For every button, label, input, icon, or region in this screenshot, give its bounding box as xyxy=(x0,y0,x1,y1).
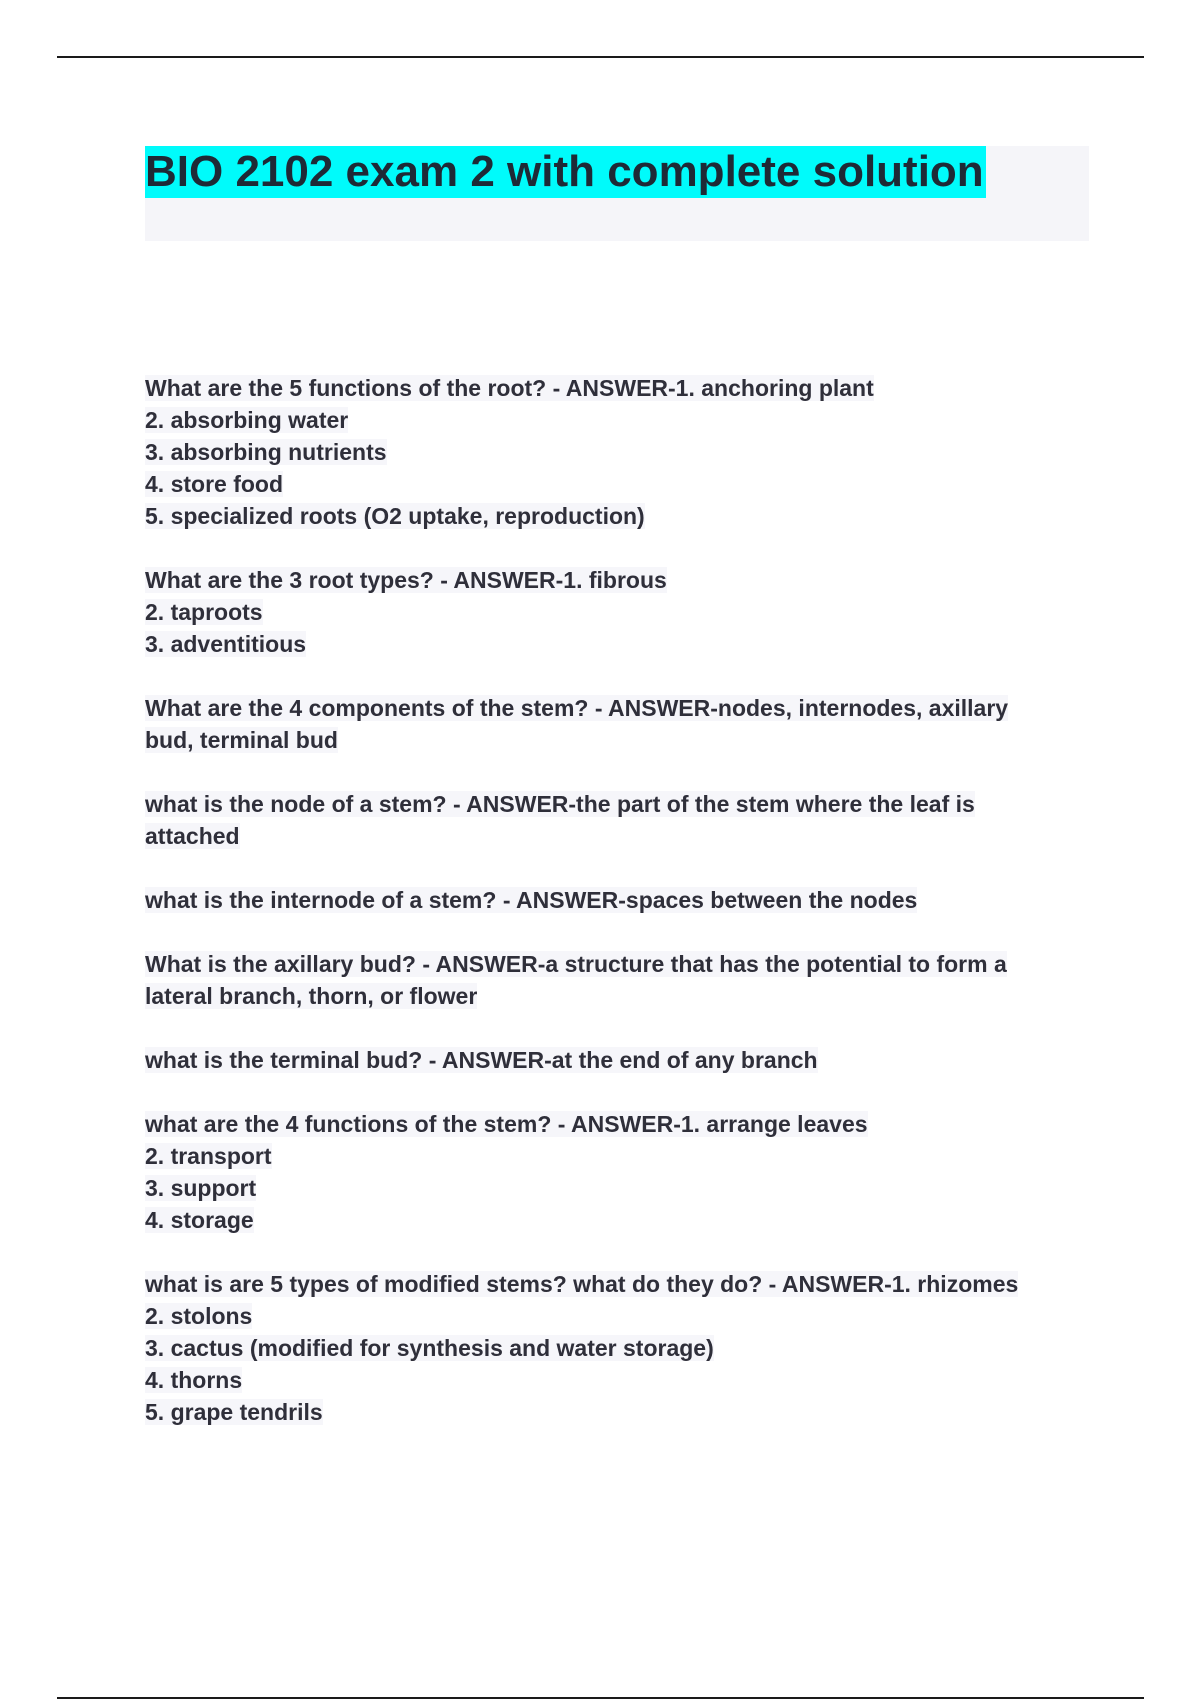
qa-item xyxy=(145,1108,1080,1236)
qa-item xyxy=(145,564,1080,660)
answer-line: 4. thorns xyxy=(145,1367,243,1393)
answer-line: 4. storage xyxy=(145,1207,254,1233)
answer-line: 2. transport xyxy=(145,1143,272,1169)
question-line: what is the terminal bud? - ANSWER-at the end of any branch xyxy=(145,1047,818,1073)
answer-line: 4. store food xyxy=(145,471,284,497)
answer-line: bud, terminal bud xyxy=(145,727,338,753)
qa-item xyxy=(145,372,1080,532)
answer-line: 5. grape tendrils xyxy=(145,1399,323,1425)
qa-item xyxy=(145,1044,1080,1076)
qa-item xyxy=(145,788,1080,852)
answer-line: 3. support xyxy=(145,1175,257,1201)
answer-line: 3. cactus (modified for synthesis and water storage) xyxy=(145,1335,714,1361)
qa-item xyxy=(145,884,1080,916)
qa-item xyxy=(145,1268,1080,1428)
question-line: what is are 5 types of modified stems? what do they do? - ANSWER-1. rhizomes xyxy=(145,1271,1019,1297)
answer-line: 2. stolons xyxy=(145,1303,253,1329)
qa-list xyxy=(145,372,1080,1460)
answer-line: attached xyxy=(145,823,240,849)
answer-line: 3. absorbing nutrients xyxy=(145,439,387,465)
answer-line: 3. adventitious xyxy=(145,631,307,657)
question-line: What are the 5 functions of the root? - ANSWER-1. anchoring plant xyxy=(145,375,874,401)
header-rule xyxy=(57,56,1144,58)
answer-line: 2. absorbing water xyxy=(145,407,349,433)
question-line: What is the axillary bud? - ANSWER-a structure that has the potential to form a xyxy=(145,951,1007,977)
answer-line: lateral branch, thorn, or flower xyxy=(145,983,478,1009)
document-title: BIO 2102 exam 2 with complete solution xyxy=(145,147,984,196)
footer-rule xyxy=(57,1697,1144,1699)
qa-item xyxy=(145,948,1080,1012)
question-line: what is the node of a stem? - ANSWER-the part of the stem where the leaf is xyxy=(145,791,975,817)
answer-line: 2. taproots xyxy=(145,599,263,625)
question-line: What are the 3 root types? - ANSWER-1. fibrous xyxy=(145,567,667,593)
qa-item xyxy=(145,692,1080,756)
answer-line: 5. specialized roots (O2 uptake, reproduction) xyxy=(145,503,645,529)
question-line: what are the 4 functions of the stem? - ANSWER-1. arrange leaves xyxy=(145,1111,868,1137)
question-line: what is the internode of a stem? - ANSWER-spaces between the nodes xyxy=(145,887,918,913)
question-line: What are the 4 components of the stem? - ANSWER-nodes, internodes, axillary xyxy=(145,695,1009,721)
